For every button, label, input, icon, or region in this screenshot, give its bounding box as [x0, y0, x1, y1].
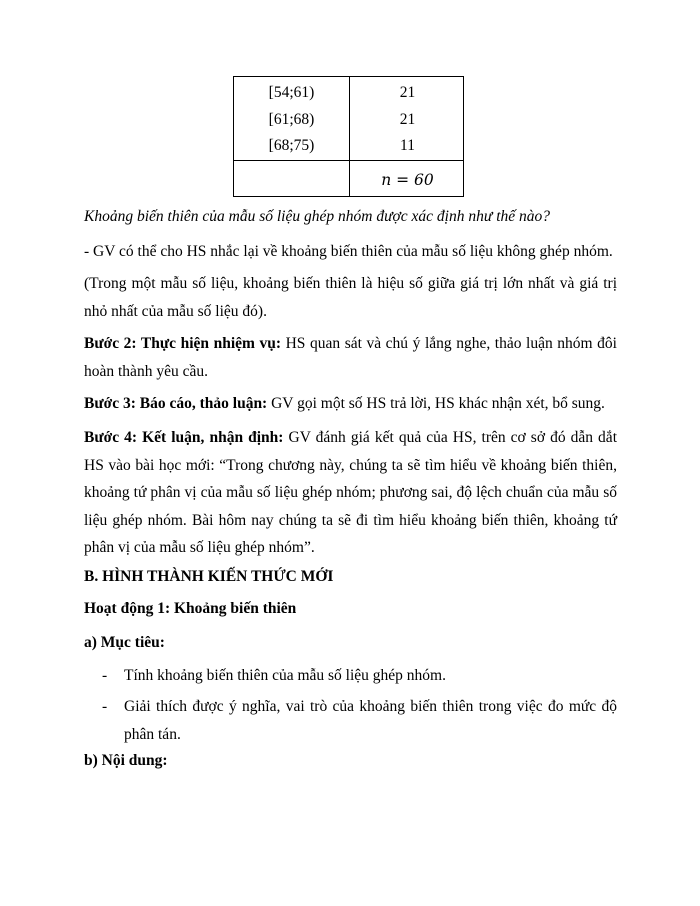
list-bullet: - [102, 667, 108, 684]
list-item: Giải thích được ý nghĩa, vai trò của khoảng biến thiên trong việc đo mức độ phân tán. [124, 698, 617, 743]
gv-note: - GV có thể cho HS nhắc lại về khoảng biến thiên của mẫu số liệu không ghép nhóm. [84, 243, 613, 260]
table-cell-count: 21 [399, 84, 416, 101]
step-3-text: GV gọi một số HS trả lời, HS khác nhận xét, bổ sung. [267, 395, 605, 412]
step-2-paragraph [84, 330, 617, 385]
definition-paragraph: (Trong một mẫu số liệu, khoảng biến thiên là hiệu số giữa giá trị lớn nhất và giá trị nhỏ nhất của mẫu số liệu đó). [84, 275, 617, 320]
step-2-label: Bước 2: Thực hiện nhiệm vụ: [84, 335, 282, 352]
table-cell-interval: [61;68) [268, 111, 315, 128]
step-3-label: Bước 3: Báo cáo, thảo luận: [84, 395, 268, 412]
table-cell-interval: [68;75) [268, 137, 315, 154]
guiding-question: Khoảng biến thiên của mẫu số liệu ghép nhóm được xác định như thế nào? [84, 208, 550, 225]
objectives-heading: a) Mục tiêu: [84, 634, 165, 651]
section-b-heading: B. HÌNH THÀNH KIẾN THỨC MỚI [84, 568, 334, 585]
step-4-paragraph [84, 424, 617, 562]
content-heading: b) Nội dung: [84, 752, 168, 769]
step-3-paragraph [84, 390, 617, 418]
list-bullet: - [102, 698, 108, 715]
table-total-n: n = 60 [381, 171, 434, 189]
table-cell-interval: [54;61) [268, 84, 315, 101]
table-cell-count: 11 [400, 137, 415, 154]
activity-1-heading: Hoạt động 1: Khoảng biến thiên [84, 600, 297, 617]
list-item: Tính khoảng biến thiên của mẫu số liệu ghép nhóm. [124, 667, 446, 684]
step-4-label: Bước 4: Kết luận, nhận định: [84, 429, 284, 446]
table-row-divider [234, 160, 463, 161]
step-2-text: HS quan sát và chú ý lắng nghe, thảo luận nhóm đôi hoàn thành yêu cầu. [84, 335, 617, 380]
step-4-text: GV đánh giá kết quả của HS, trên cơ sở đó dẫn dắt HS vào bài học mới: “Trong chương này, chúng ta sẽ tìm hiểu về khoảng biến thiên, khoảng tứ phân vị của mẫu số liệu ghép nhóm; phương sai, độ lệch chuẩn của mẫu số liệu ghép nhóm. Bài hôm nay chúng ta sẽ đi tìm hiểu khoảng biến thiên, khoảng tứ phân vị của mẫu số liệu ghép nhóm”. [84, 429, 617, 556]
frequency-table [233, 76, 464, 197]
table-cell-count: 21 [399, 111, 416, 128]
